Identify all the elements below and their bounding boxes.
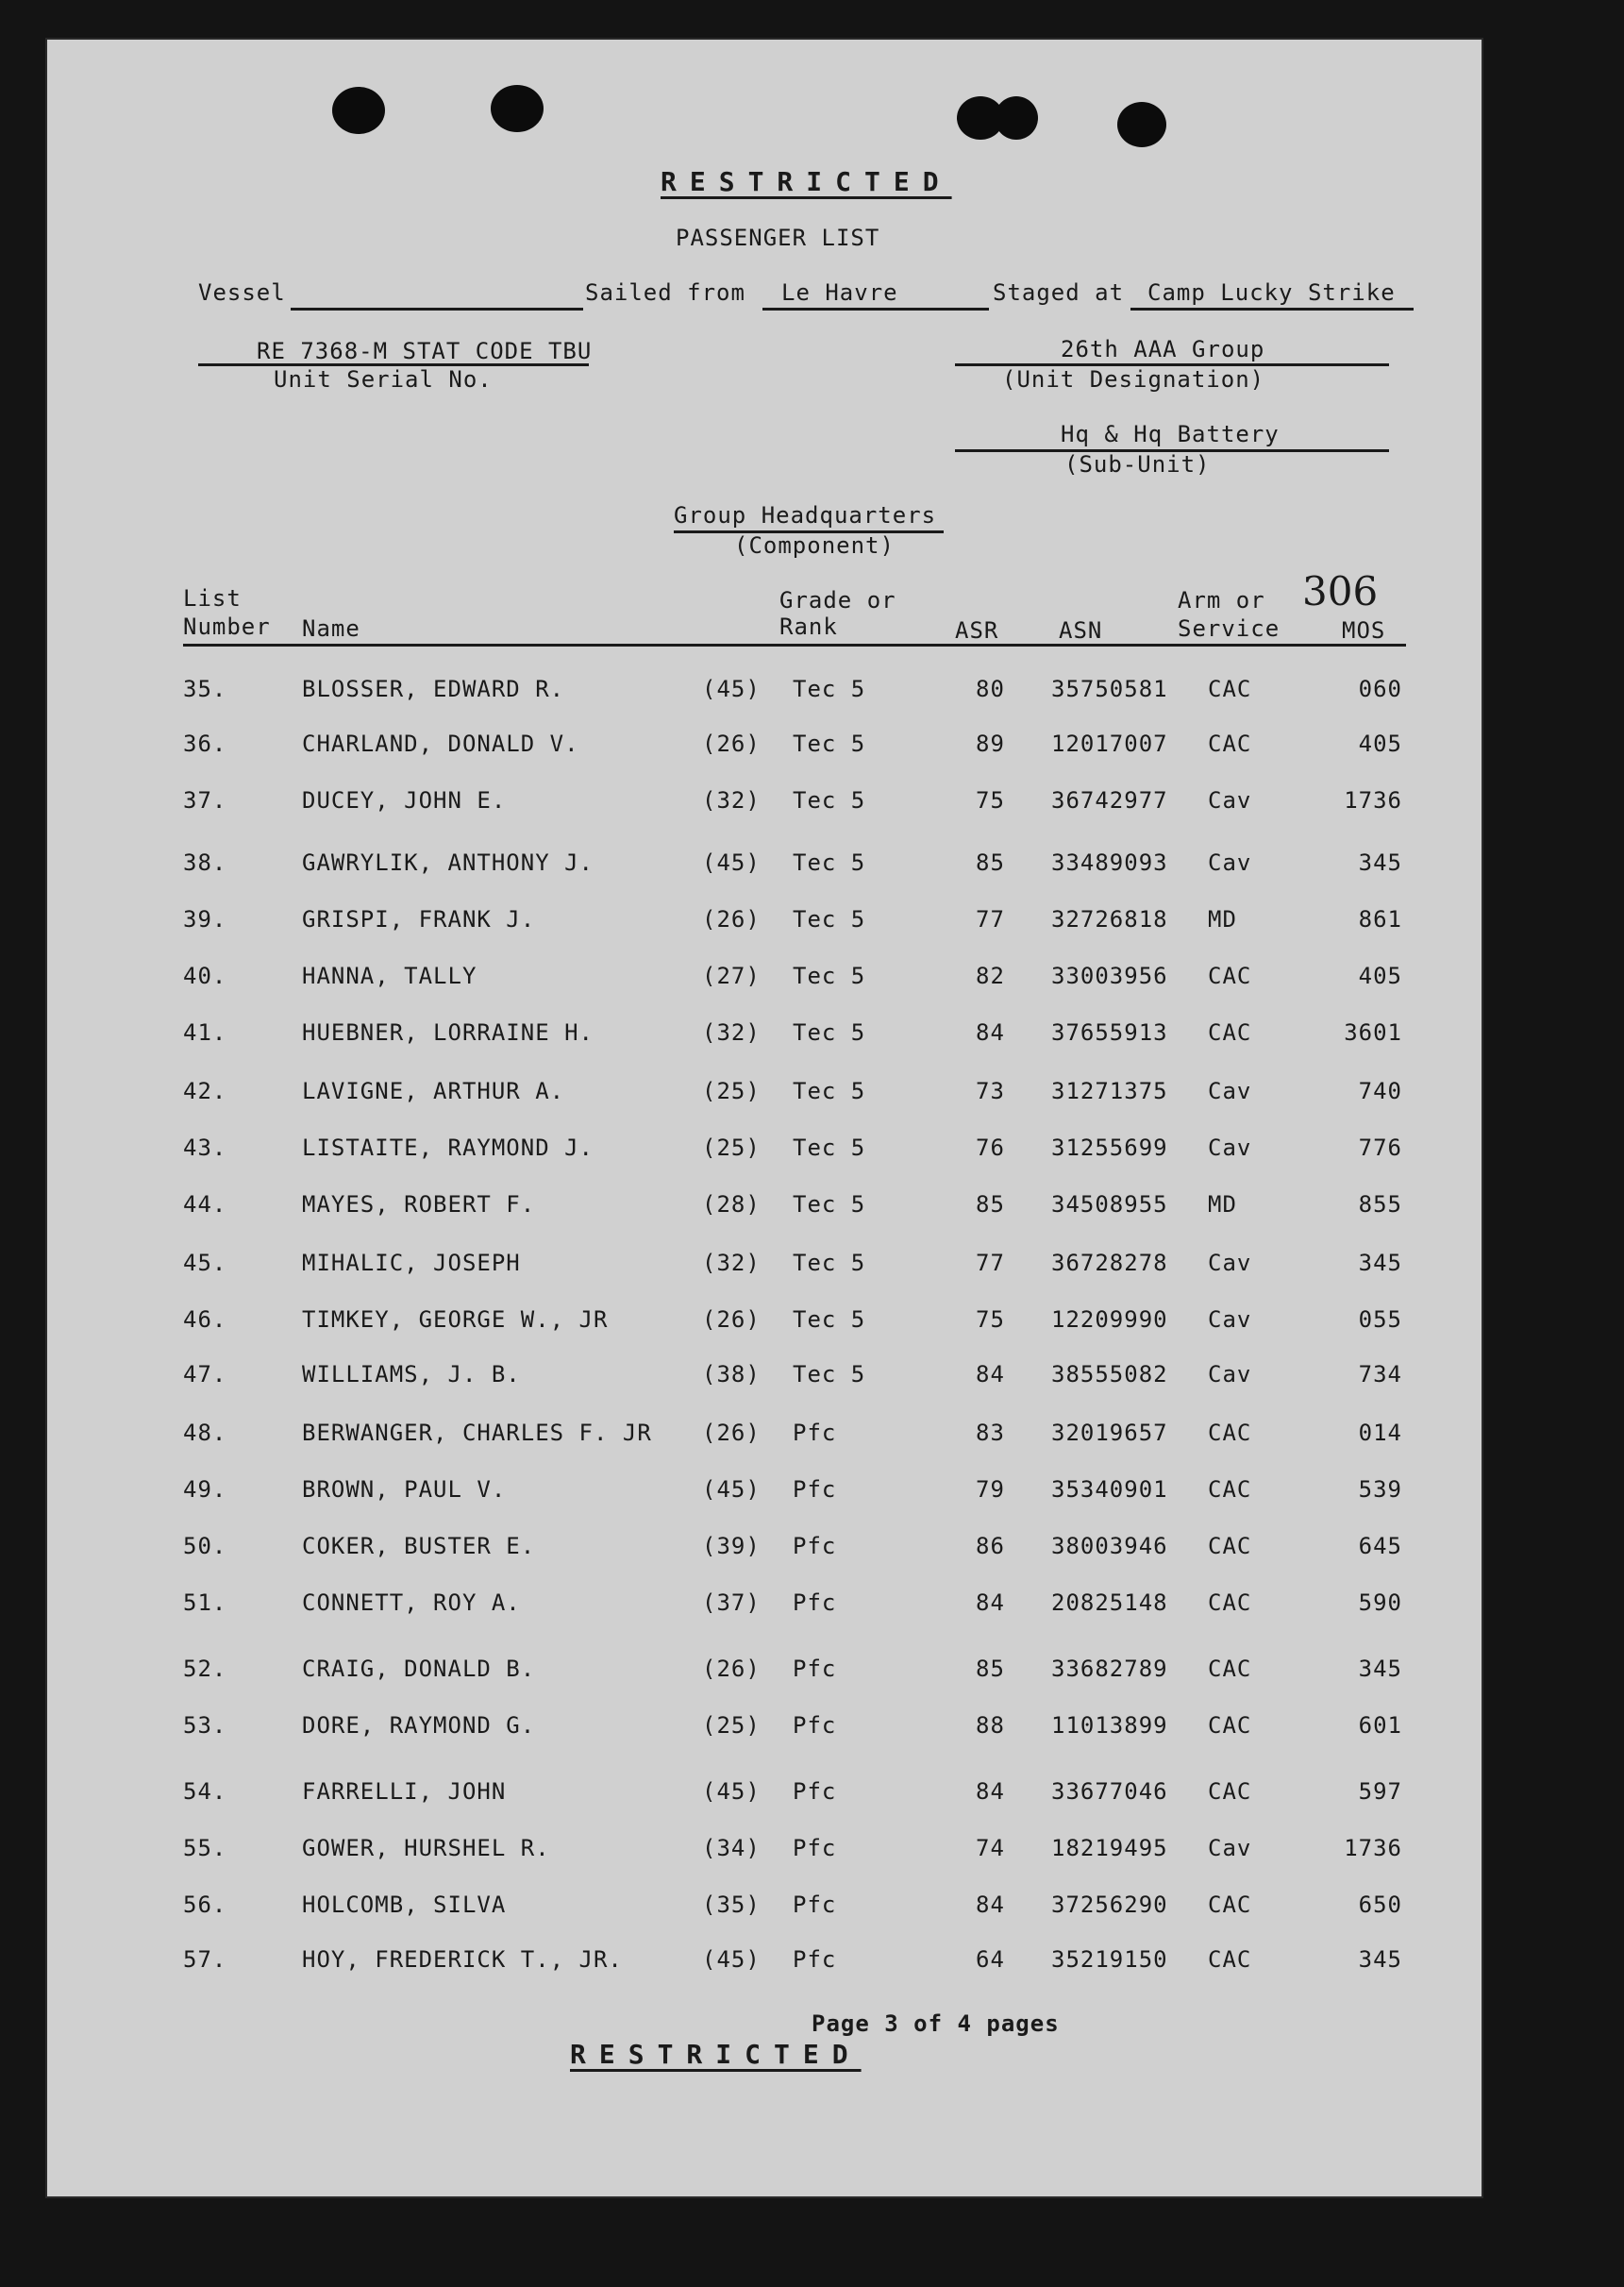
grade-rank: Pfc (793, 1835, 837, 1861)
arm-or-service: Cav (1208, 1306, 1252, 1333)
arm-or-service: CAC (1208, 1778, 1252, 1805)
col-grade-line2: Rank (779, 614, 838, 640)
list-number: 48. (183, 1420, 227, 1446)
passenger-age: (26) (702, 1656, 761, 1682)
staged-at-line (1130, 308, 1414, 311)
passenger-name: WILLIAMS, J. B. (302, 1361, 521, 1387)
asr-score: 82 (976, 963, 1005, 989)
staged-at-value: Camp Lucky Strike (1147, 279, 1396, 306)
passenger-name: DORE, RAYMOND G. (302, 1712, 536, 1739)
passenger-name: BLOSSER, EDWARD R. (302, 676, 565, 702)
mos-code: 601 (1358, 1712, 1402, 1739)
grade-rank: Tec 5 (793, 1135, 866, 1161)
grade-rank: Pfc (793, 1533, 837, 1559)
asr-score: 73 (976, 1078, 1005, 1104)
passenger-name: COKER, BUSTER E. (302, 1533, 536, 1559)
asr-score: 84 (976, 1019, 1005, 1046)
arm-or-service: CAC (1208, 1712, 1252, 1739)
staged-at-label: Staged at (993, 279, 1125, 306)
list-number: 42. (183, 1078, 227, 1104)
component-value: Group Headquarters (674, 502, 937, 529)
passenger-age: (45) (702, 676, 761, 702)
asr-score: 89 (976, 731, 1005, 757)
mos-code: 776 (1358, 1135, 1402, 1161)
mos-code: 405 (1358, 963, 1402, 989)
restricted-footer: RESTRICTED (570, 2039, 862, 2070)
grade-rank: Tec 5 (793, 676, 866, 702)
army-serial-number: 18219495 (1051, 1835, 1168, 1861)
punch-hole (332, 87, 385, 134)
list-number: 40. (183, 963, 227, 989)
asr-score: 74 (976, 1835, 1005, 1861)
mos-code: 590 (1358, 1589, 1402, 1616)
mos-code: 345 (1358, 1946, 1402, 1973)
passenger-age: (45) (702, 1946, 761, 1973)
list-number: 50. (183, 1533, 227, 1559)
passenger-name: GOWER, HURSHEL R. (302, 1835, 550, 1861)
grade-rank: Tec 5 (793, 1019, 866, 1046)
col-mos: MOS (1342, 617, 1386, 644)
army-serial-number: 33489093 (1051, 849, 1168, 876)
asr-score: 64 (976, 1946, 1005, 1973)
mos-code: 060 (1358, 676, 1402, 702)
unit-serial-value: RE 7368-M STAT CODE TBU (257, 338, 593, 364)
arm-or-service: Cav (1208, 849, 1252, 876)
mos-code: 734 (1358, 1361, 1402, 1387)
restricted-title: RESTRICTED (661, 166, 952, 197)
passenger-name: MAYES, ROBERT F. (302, 1191, 536, 1218)
army-serial-number: 31255699 (1051, 1135, 1168, 1161)
vessel-field-line (291, 308, 583, 311)
army-serial-number: 35750581 (1051, 676, 1168, 702)
army-serial-number: 12017007 (1051, 731, 1168, 757)
army-serial-number: 35219150 (1051, 1946, 1168, 1973)
vessel-label: Vessel (198, 279, 286, 306)
passenger-age: (25) (702, 1712, 761, 1739)
header-rule (183, 644, 1406, 647)
arm-or-service: CAC (1208, 1656, 1252, 1682)
army-serial-number: 37655913 (1051, 1019, 1168, 1046)
passenger-age: (26) (702, 1306, 761, 1333)
passenger-age: (32) (702, 1019, 761, 1046)
grade-rank: Tec 5 (793, 1361, 866, 1387)
grade-rank: Pfc (793, 1589, 837, 1616)
list-number: 46. (183, 1306, 227, 1333)
punch-hole (491, 85, 544, 132)
arm-or-service: CAC (1208, 731, 1252, 757)
passenger-name: CRAIG, DONALD B. (302, 1656, 536, 1682)
grade-rank: Tec 5 (793, 1078, 866, 1104)
list-number: 49. (183, 1476, 227, 1503)
grade-rank: Tec 5 (793, 1250, 866, 1276)
mos-code: 855 (1358, 1191, 1402, 1218)
asr-score: 88 (976, 1712, 1005, 1739)
list-number: 55. (183, 1835, 227, 1861)
col-name: Name (302, 615, 360, 642)
passenger-name: GAWRYLIK, ANTHONY J. (302, 849, 594, 876)
grade-rank: Tec 5 (793, 731, 866, 757)
asr-score: 77 (976, 906, 1005, 933)
arm-or-service: CAC (1208, 1420, 1252, 1446)
asr-score: 79 (976, 1476, 1005, 1503)
passenger-age: (32) (702, 787, 761, 814)
passenger-name: MIHALIC, JOSEPH (302, 1250, 521, 1276)
asr-score: 76 (976, 1135, 1005, 1161)
asr-score: 80 (976, 676, 1005, 702)
passenger-name: DUCEY, JOHN E. (302, 787, 507, 814)
asr-score: 84 (976, 1778, 1005, 1805)
handwritten-page-number: 306 (1302, 568, 1379, 614)
passenger-name: LISTAITE, RAYMOND J. (302, 1135, 594, 1161)
passenger-name: GRISPI, FRANK J. (302, 906, 536, 933)
army-serial-number: 32726818 (1051, 906, 1168, 933)
list-number: 38. (183, 849, 227, 876)
passenger-list-document (47, 40, 1482, 2196)
punch-hole (995, 96, 1038, 140)
passenger-name: HUEBNER, LORRAINE H. (302, 1019, 594, 1046)
mos-code: 345 (1358, 1250, 1402, 1276)
col-arm-line2: Service (1178, 615, 1281, 642)
list-number: 51. (183, 1589, 227, 1616)
army-serial-number: 20825148 (1051, 1589, 1168, 1616)
grade-rank: Pfc (793, 1712, 837, 1739)
col-asn: ASN (1059, 617, 1103, 644)
arm-or-service: Cav (1208, 1250, 1252, 1276)
army-serial-number: 34508955 (1051, 1191, 1168, 1218)
passenger-age: (28) (702, 1191, 761, 1218)
grade-rank: Tec 5 (793, 906, 866, 933)
army-serial-number: 36728278 (1051, 1250, 1168, 1276)
asr-score: 85 (976, 849, 1005, 876)
arm-or-service: Cav (1208, 1835, 1252, 1861)
asr-score: 75 (976, 1306, 1005, 1333)
mos-code: 345 (1358, 1656, 1402, 1682)
grade-rank: Tec 5 (793, 1191, 866, 1218)
passenger-age: (25) (702, 1078, 761, 1104)
army-serial-number: 33677046 (1051, 1778, 1168, 1805)
arm-or-service: CAC (1208, 963, 1252, 989)
mos-code: 055 (1358, 1306, 1402, 1333)
grade-rank: Tec 5 (793, 1306, 866, 1333)
passenger-name: CHARLAND, DONALD V. (302, 731, 579, 757)
col-grade-line1: Grade or (779, 587, 896, 614)
asr-score: 84 (976, 1892, 1005, 1918)
list-number: 56. (183, 1892, 227, 1918)
punch-hole (1117, 102, 1166, 147)
passenger-age: (25) (702, 1135, 761, 1161)
list-number: 37. (183, 787, 227, 814)
page-indicator: Page 3 of 4 pages (812, 2010, 1060, 2037)
mos-code: 1736 (1344, 787, 1402, 814)
mos-code: 740 (1358, 1078, 1402, 1104)
asr-score: 77 (976, 1250, 1005, 1276)
col-list-number-line2: Number (183, 614, 271, 640)
passenger-age: (35) (702, 1892, 761, 1918)
unit-designation-label: (Unit Designation) (1002, 366, 1265, 393)
passenger-name: BROWN, PAUL V. (302, 1476, 507, 1503)
passenger-age: (32) (702, 1250, 761, 1276)
passenger-age: (38) (702, 1361, 761, 1387)
army-serial-number: 32019657 (1051, 1420, 1168, 1446)
sub-unit-value: Hq & Hq Battery (1061, 421, 1280, 447)
arm-or-service: CAC (1208, 1533, 1252, 1559)
sailed-from-value: Le Havre (781, 279, 898, 306)
army-serial-number: 36742977 (1051, 787, 1168, 814)
asr-score: 84 (976, 1361, 1005, 1387)
passenger-name: HOY, FREDERICK T., JR. (302, 1946, 623, 1973)
arm-or-service: MD (1208, 906, 1237, 933)
army-serial-number: 11013899 (1051, 1712, 1168, 1739)
mos-code: 3601 (1344, 1019, 1402, 1046)
asr-score: 75 (976, 787, 1005, 814)
mos-code: 861 (1358, 906, 1402, 933)
army-serial-number: 31271375 (1051, 1078, 1168, 1104)
arm-or-service: CAC (1208, 676, 1252, 702)
arm-or-service: Cav (1208, 1361, 1252, 1387)
passenger-name: CONNETT, ROY A. (302, 1589, 521, 1616)
passenger-list-subtitle: PASSENGER LIST (676, 225, 880, 251)
passenger-age: (39) (702, 1533, 761, 1559)
mos-code: 1736 (1344, 1835, 1402, 1861)
mos-code: 539 (1358, 1476, 1402, 1503)
arm-or-service: Cav (1208, 1135, 1252, 1161)
list-number: 41. (183, 1019, 227, 1046)
passenger-age: (26) (702, 906, 761, 933)
arm-or-service: CAC (1208, 1019, 1252, 1046)
list-number: 35. (183, 676, 227, 702)
list-number: 54. (183, 1778, 227, 1805)
army-serial-number: 33003956 (1051, 963, 1168, 989)
list-number: 43. (183, 1135, 227, 1161)
grade-rank: Pfc (793, 1778, 837, 1805)
sailed-from-line (762, 308, 989, 311)
asr-score: 86 (976, 1533, 1005, 1559)
grade-rank: Pfc (793, 1476, 837, 1503)
list-number: 39. (183, 906, 227, 933)
army-serial-number: 35340901 (1051, 1476, 1168, 1503)
mos-code: 645 (1358, 1533, 1402, 1559)
passenger-age: (37) (702, 1589, 761, 1616)
sailed-from-label: Sailed from (585, 279, 745, 306)
mos-code: 405 (1358, 731, 1402, 757)
army-serial-number: 37256290 (1051, 1892, 1168, 1918)
list-number: 36. (183, 731, 227, 757)
mos-code: 650 (1358, 1892, 1402, 1918)
mos-code: 014 (1358, 1420, 1402, 1446)
passenger-age: (45) (702, 849, 761, 876)
passenger-name: BERWANGER, CHARLES F. JR (302, 1420, 652, 1446)
col-list-number-line1: List (183, 585, 242, 612)
asr-score: 84 (976, 1589, 1005, 1616)
col-arm-line1: Arm or (1178, 587, 1265, 614)
army-serial-number: 12209990 (1051, 1306, 1168, 1333)
sub-unit-label: (Sub-Unit) (1064, 451, 1211, 478)
asr-score: 83 (976, 1420, 1005, 1446)
unit-designation-value: 26th AAA Group (1061, 336, 1265, 362)
grade-rank: Tec 5 (793, 849, 866, 876)
grade-rank: Tec 5 (793, 963, 866, 989)
grade-rank: Pfc (793, 1946, 837, 1973)
passenger-name: HOLCOMB, SILVA (302, 1892, 507, 1918)
passenger-name: FARRELLI, JOHN (302, 1778, 507, 1805)
passenger-name: LAVIGNE, ARTHUR A. (302, 1078, 565, 1104)
arm-or-service: Cav (1208, 1078, 1252, 1104)
arm-or-service: CAC (1208, 1589, 1252, 1616)
arm-or-service: CAC (1208, 1892, 1252, 1918)
grade-rank: Pfc (793, 1420, 837, 1446)
army-serial-number: 33682789 (1051, 1656, 1168, 1682)
passenger-age: (27) (702, 963, 761, 989)
list-number: 57. (183, 1946, 227, 1973)
passenger-age: (26) (702, 731, 761, 757)
asr-score: 85 (976, 1191, 1005, 1218)
list-number: 53. (183, 1712, 227, 1739)
list-number: 47. (183, 1361, 227, 1387)
list-number: 45. (183, 1250, 227, 1276)
passenger-age: (45) (702, 1778, 761, 1805)
passenger-name: HANNA, TALLY (302, 963, 477, 989)
col-asr: ASR (955, 617, 999, 644)
arm-or-service: Cav (1208, 787, 1252, 814)
arm-or-service: CAC (1208, 1476, 1252, 1503)
army-serial-number: 38003946 (1051, 1533, 1168, 1559)
asr-score: 85 (976, 1656, 1005, 1682)
list-number: 52. (183, 1656, 227, 1682)
army-serial-number: 38555082 (1051, 1361, 1168, 1387)
mos-code: 345 (1358, 849, 1402, 876)
unit-serial-label: Unit Serial No. (274, 366, 493, 393)
arm-or-service: MD (1208, 1191, 1237, 1218)
arm-or-service: CAC (1208, 1946, 1252, 1973)
passenger-age: (45) (702, 1476, 761, 1503)
grade-rank: Pfc (793, 1892, 837, 1918)
grade-rank: Tec 5 (793, 787, 866, 814)
passenger-name: TIMKEY, GEORGE W., JR (302, 1306, 609, 1333)
list-number: 44. (183, 1191, 227, 1218)
mos-code: 597 (1358, 1778, 1402, 1805)
passenger-age: (26) (702, 1420, 761, 1446)
grade-rank: Pfc (793, 1656, 837, 1682)
component-label: (Component) (734, 532, 895, 559)
passenger-age: (34) (702, 1835, 761, 1861)
